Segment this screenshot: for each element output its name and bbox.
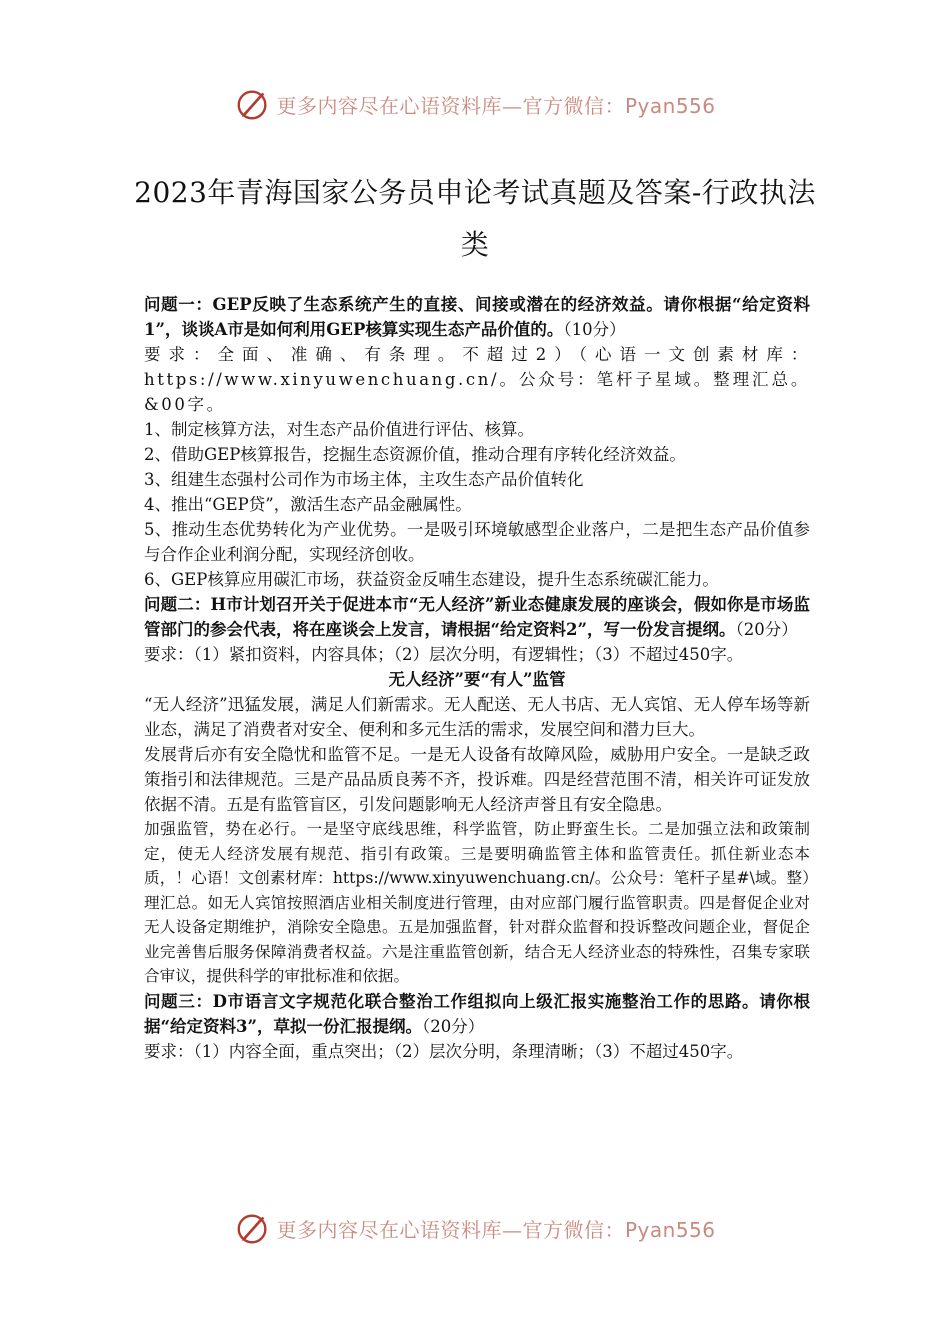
pen-logo-icon (234, 85, 272, 123)
question-3: 问题三：D市语言文字规范化联合整治工作组拟向上级汇报实施整治工作的思路。请你根据“给定资料3”，草拟一份汇报提纲。（20分） (144, 991, 810, 1036)
document-body (144, 292, 810, 1064)
question-2: 问题二：H市计划召开关于促进本市“无人经济”新业态健康发展的座谈会，假如你是市场监管部门的参会代表，将在座谈会上发言，请根据“给定资料2”，写一份发言提纲。（20分） (144, 595, 810, 639)
banner-wechat-id: Pyan556 (624, 1217, 716, 1242)
answer-2-paragraph: 加强监管，势在必行。一是坚守底线思维，科学监管，防止野蛮生长。二是加强立法和政策制定，使无人经济发展有规范、指引有政策。三是要明确监管主体和监管责任。抓住新业态本质，！心语！文创素材库：https://www.xinyuwenchuang.cn/。公众号：笔杆子星#\域。整）理汇总。如无人宾馆按照酒店业相关制度进行管理，由对应部门履行监管职责。四是督促企业对无人设备定期维护，消除安全隐患。五是加强监督，针对群众监督和投诉整改问题企业，督促企业完善售后服务保障消费者权益。六是注重监管创新，结合无人经济业态的特殊性，召集专家联合审议，提供科学的审批标准和依据。 (144, 820, 810, 985)
answer-2-paragraph: “无人经济”迅猛发展，满足人们新需求。无人配送、无人书店、无人宾馆、无人停车场等新业态，满足了消费者对安全、便利和多元生活的需求，发展空间和潜力巨大。 (144, 695, 810, 739)
answer-1-item: 5、推动生态优势转化为产业优势。一是吸引环境敏感型企业落户，二是把生态产品价值参与合作企业利润分配，实现经济创收。 (144, 520, 810, 564)
question-1-requirement: 要求：全面、准确、有条理。不超过2）（心语一文创素材库：https://www.xinyuwenchuang.cn/。公众号：笔杆子星域。整理汇总。&00字。 (144, 345, 810, 414)
banner-text: 更多内容尽在心语资料库—官方微信：Pyan556 (276, 93, 716, 118)
banner-text: 更多内容尽在心语资料库—官方微信：Pyan556 (276, 1217, 716, 1242)
answer-1-item: 3、组建生态强村公司作为市场主体，主攻生态产品价值转化 (144, 470, 584, 489)
footer-banner (0, 1203, 950, 1253)
answer-1-item: 1、制定核算方法，对生态产品价值进行评估、核算。 (144, 420, 534, 439)
header-banner (0, 79, 950, 129)
answer-1-item: 4、推出“GEP贷”，激活生态产品金融属性。 (144, 495, 472, 514)
question-3-requirement: 要求：（1）内容全面，重点突出；（2）层次分明，条理清晰；（3）不超过450字。 (144, 1041, 744, 1061)
page-title: 2023年青海国家公务员申论考试真题及答案-行政执法类 (134, 175, 816, 261)
answer-2-heading: 无人经济”要“有人”监管 (388, 670, 566, 689)
answer-2-paragraph: 发展背后亦有安全隐忧和监管不足。一是无人设备有故障风险，威胁用户安全。一是缺乏政策指引和法律规范。三是产品品质良莠不齐，投诉难。四是经营范围不清，相关许可证发放依据不清。五是有监管盲区，引发问题影响无人经济声誉且有安全隐患。 (144, 745, 810, 814)
question-2-requirement: 要求：（1）紧扣资料，内容具体；（2）层次分明，有逻辑性；（3）不超过450字。 (144, 645, 744, 664)
pen-logo-icon (234, 1209, 272, 1247)
banner-wechat-id: Pyan556 (624, 93, 716, 118)
answer-1-item: 6、GEP核算应用碳汇市场，获益资金反哺生态建设，提升生态系统碳汇能力。 (144, 570, 719, 589)
question-1: 问题一：GEP反映了生态系统产生的直接、间接或潜在的经济效益。请你根据“给定资料1”，谈谈A市是如何利用GEP核算实现生态产品价值的。（10分） (144, 295, 810, 339)
answer-1-item: 2、借助GEP核算报告，挖掘生态资源价值，推动合理有序转化经济效益。 (144, 445, 686, 464)
